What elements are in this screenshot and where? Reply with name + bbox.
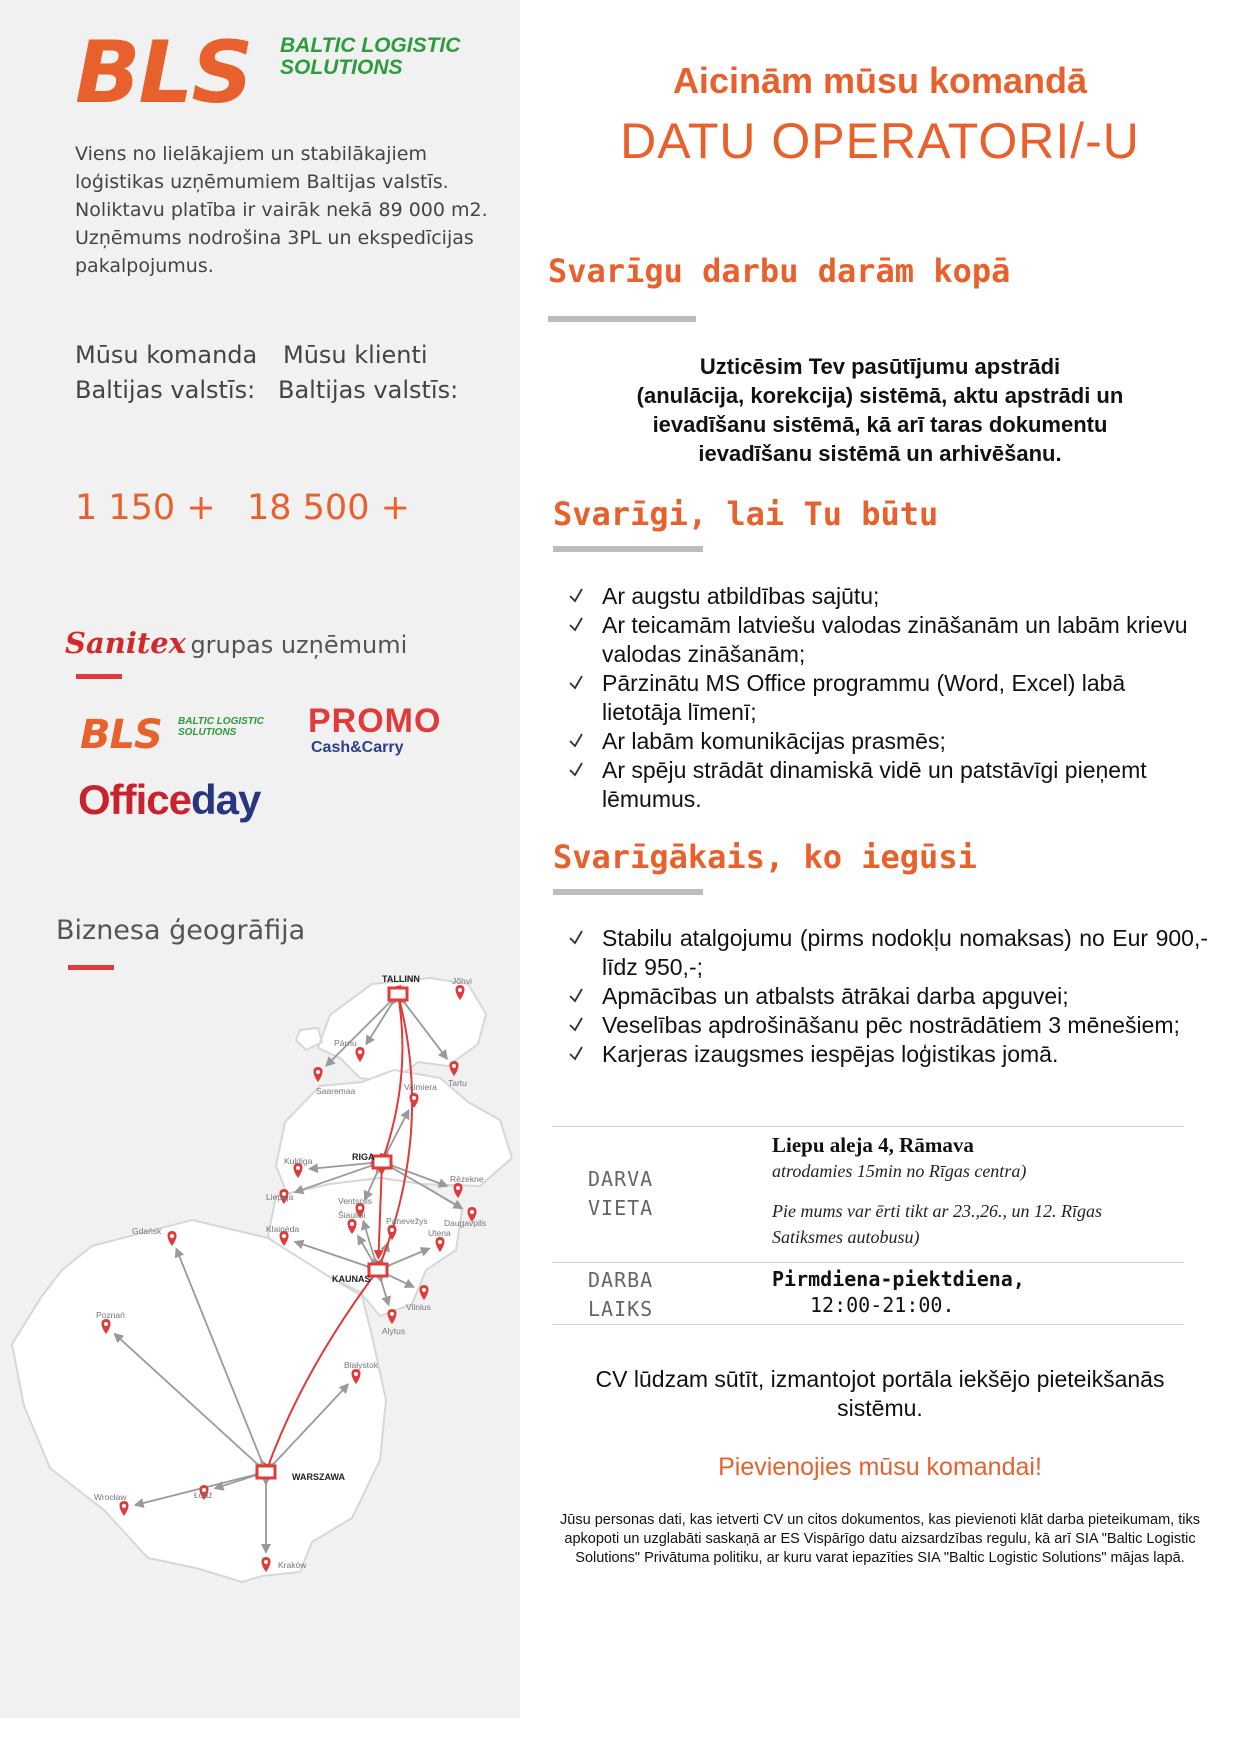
divider: [553, 546, 703, 552]
city-label: Valmiera: [404, 1082, 437, 1092]
benefit-text: Veselības apdrošināšanu pēc nostrādātiem 3 mēnešiem;: [602, 1012, 1180, 1038]
city-label: Łódź: [194, 1490, 213, 1500]
hours-days: Pirmdiena-piektdiena,: [772, 1267, 1025, 1291]
city-label: Tartu: [448, 1078, 467, 1088]
job-title: DATU OPERATORI/-U: [620, 113, 1140, 169]
hours-value: [772, 1267, 1025, 1317]
invite-heading: Aicinām mūsu komandā: [672, 60, 1088, 101]
hours-label-line-1: DARBA: [588, 1268, 654, 1292]
location-pin-dot: [354, 1372, 358, 1376]
workplace-label: [588, 1165, 653, 1223]
location-pin-icon: [420, 1285, 429, 1300]
task-line-4: ievadīšanu sistēmā un arhivēšanu.: [698, 441, 1062, 466]
officeday-logo: [78, 776, 260, 824]
hub-marker: [389, 988, 407, 1000]
location-pin-dot: [350, 1222, 354, 1226]
location-pin-dot: [422, 1288, 426, 1292]
promo-logo-word: PROMO: [308, 702, 442, 740]
city-label: Jõhvi: [452, 976, 472, 986]
officeday-logo-part-1: Office: [78, 776, 192, 823]
team-label-line-1: Mūsu komanda: [75, 341, 258, 369]
workplace-bus-note: Pie mums var ērti tikt ar 23.,26., un 12. Rīgas Satiksmes autobusu): [772, 1201, 1102, 1247]
clients-label-line-2: Baltijas valstīs:: [278, 376, 459, 404]
hours-time: 12:00-21:00.: [810, 1293, 955, 1317]
clients-value: 18 500 +: [247, 488, 410, 528]
right-panel: [520, 0, 1240, 1753]
divider: [76, 674, 122, 679]
geography-title: Biznesa ģeogrāfija: [56, 915, 306, 946]
task-line-3: ievadīšanu sistēmā, kā arī taras dokumentu: [652, 412, 1108, 437]
bls-logo-subtitle-line-2: SOLUTIONS: [280, 56, 403, 79]
city-label: KAUNAS: [332, 1274, 371, 1284]
location-pin-dot: [412, 1096, 416, 1100]
requirement-text: Pārzinātu MS Office programmu (Word, Excel) labā lietotāja līmenī;: [602, 670, 1126, 725]
bls-small-logo: [80, 712, 264, 758]
section-heading-benefits: Svarīgākais, ko iegūsi: [553, 838, 977, 876]
city-label: Pärnu: [334, 1038, 357, 1048]
list-item: [568, 582, 1208, 611]
city-label: Utena: [428, 1228, 451, 1238]
city-label: Liepaja: [266, 1192, 294, 1202]
benefits-list: [568, 924, 1208, 1069]
company-intro: Viens no lielākajiem un stabilākajiem loģistikas uzņēmumiem Baltijas valstīs. Noliktavu platība ir vairāk nekā 89 000 m2. Uzņēmums nodrošina 3PL un ekspedīcijas pakalpojumus.: [75, 143, 488, 277]
promo-logo-tagline: Cash&Carry: [311, 739, 404, 756]
location-pin-icon: [388, 1309, 397, 1324]
hub-marker: [257, 1466, 275, 1478]
city-label: Alytus: [382, 1326, 406, 1336]
location-pin-dot: [282, 1234, 286, 1238]
requirement-text: Ar labām komunikācijas prasmēs;: [602, 728, 946, 754]
hub-marker: [373, 1156, 391, 1168]
gdpr-notice: Jūsu personas dati, kas ietverti CV un citos dokumentos, kas pievienoti klāt darba pieteikumam, tiks apkopoti un uzglabāti saskaņā ar ES Vispārīgo datu aizsardzības regulu, kā arī SIA "Baltic Logistic Solutions" Privātuma politiku, ar kuru varat iepazīties SIA "Baltic Logistic Solutions" mājas lapā.: [560, 1512, 1200, 1566]
location-pin-icon: [454, 1183, 463, 1198]
city-label: Klaipėda: [266, 1224, 300, 1234]
bls-small-letters: BLS: [80, 712, 162, 758]
join-team-call: Pievienojies mūsu komandai!: [718, 1453, 1042, 1481]
bls-small-subtitle-line-2: SOLUTIONS: [178, 727, 237, 738]
city-label: Vilnius: [406, 1302, 431, 1312]
location-pin-dot: [452, 1064, 456, 1068]
table-row: [552, 1263, 1184, 1325]
location-pin-dot: [170, 1234, 174, 1238]
list-item: [568, 1040, 1208, 1069]
location-pin-dot: [296, 1166, 300, 1170]
benefit-text: Apmācības un atbalsts ātrākai darba apguvei;: [602, 983, 1069, 1009]
city-label: TALLINN: [382, 974, 420, 984]
bls-logo-subtitle: [280, 35, 460, 79]
city-label: Daugavpils: [444, 1218, 487, 1228]
task-description: [550, 352, 1210, 468]
city-label: Ventspils: [338, 1196, 373, 1206]
workplace-label-line-2: VIETA: [588, 1196, 654, 1220]
city-label: Wrocław: [94, 1492, 127, 1502]
promo-logo: [308, 703, 441, 757]
location-pin-dot: [264, 1560, 268, 1564]
geography-map: [0, 970, 520, 1670]
location-pin-dot: [470, 1210, 474, 1214]
country-shapes: [12, 978, 512, 1582]
team-label: [75, 338, 257, 408]
city-label: WARSZAWA: [292, 1472, 345, 1482]
list-item: [568, 611, 1208, 669]
team-label-line-2: Baltijas valstīs:: [75, 376, 256, 404]
location-pin-dot: [358, 1050, 362, 1054]
city-label: RIGA: [352, 1152, 375, 1162]
list-item: [568, 982, 1208, 1011]
location-pin-dot: [390, 1312, 394, 1316]
city-label: Gdańsk: [132, 1226, 162, 1236]
group-companies-text: grupas uzņēmumi: [190, 631, 408, 659]
bls-small-subtitle: [178, 716, 264, 738]
bls-logo-subtitle-line-1: BALTIC LOGISTIC: [280, 34, 461, 57]
hours-label: [588, 1266, 653, 1324]
sanitex-logo: Sanitex: [65, 626, 186, 660]
city-label: Kuldiga: [284, 1156, 313, 1166]
divider: [553, 889, 703, 895]
table-row: [552, 1127, 1184, 1263]
requirements-list: [568, 582, 1208, 814]
team-value: 1 150 +: [75, 488, 216, 528]
task-line-2: (anulācija, korekcija) sistēmā, aktu apstrādi un: [636, 383, 1124, 408]
city-label: Rēzekne: [450, 1174, 484, 1184]
requirement-text: Ar augstu atbildības sajūtu;: [602, 583, 880, 609]
city-label: Kraków: [278, 1560, 307, 1570]
requirement-text: Ar teicamām latviešu valodas zināšanām un labām krievu valodas zināšanām;: [602, 612, 1188, 667]
location-pin-dot: [104, 1322, 108, 1326]
divider: [548, 316, 696, 322]
left-panel: [0, 0, 520, 1718]
benefit-text: Karjeras izaugsmes iespējas loģistikas jomā.: [602, 1041, 1059, 1067]
location-pin-icon: [450, 1061, 459, 1076]
section-heading-requirements: Svarīgi, lai Tu būtu: [553, 495, 939, 533]
hub-marker: [369, 1264, 387, 1276]
list-item: [568, 1011, 1208, 1040]
city-label: Šiauliai: [338, 1210, 366, 1220]
bls-small-subtitle-line-1: BALTIC LOGISTIC: [178, 716, 264, 727]
location-pin-dot: [438, 1240, 442, 1244]
city-label: Saaremaa: [316, 1086, 356, 1096]
list-item: [568, 756, 1208, 814]
job-details-table: [552, 1126, 1184, 1325]
list-item: [568, 669, 1208, 727]
location-pin-dot: [390, 1228, 394, 1232]
city-label: Białystok: [344, 1360, 379, 1370]
officeday-logo-part-2: day: [191, 776, 261, 823]
benefit-text: Stabilu atalgojumu (pirms nodokļu nomaksas) no Eur 900,- līdz 950,-;: [602, 925, 1208, 980]
workplace-address-note: atrodamies 15min no Rīgas centra): [772, 1161, 1027, 1181]
clients-label: [278, 338, 459, 408]
bls-logo-letters: BLS: [75, 23, 252, 123]
location-pin-dot: [458, 988, 462, 992]
location-pin-dot: [456, 1186, 460, 1190]
location-pin-icon: [314, 1067, 323, 1082]
workplace-label-line-1: DARVA: [588, 1167, 654, 1191]
sanitex-group: [65, 626, 407, 660]
hours-label-line-2: LAIKS: [588, 1297, 654, 1321]
city-label: Panevežys: [386, 1216, 428, 1226]
city-label: Poznań: [96, 1310, 125, 1320]
requirement-text: Ar spēju strādāt dinamiskā vidē un patstāvīgi pieņemt lēmumus.: [602, 757, 1147, 812]
clients-label-line-1: Mūsu klienti: [283, 341, 428, 369]
bls-logo: [75, 23, 461, 123]
workplace-value: [772, 1133, 1172, 1250]
section-heading-tasks: Svarīgu darbu darām kopā: [548, 252, 1011, 290]
task-line-1: Uzticēsim Tev pasūtījumu apstrādi: [699, 354, 1061, 379]
list-item: [568, 727, 1208, 756]
location-pin-dot: [316, 1070, 320, 1074]
list-item: [568, 924, 1208, 982]
cv-instructions: CV lūdzam sūtīt, izmantojot portāla iekšējo pieteikšanās sistēmu.: [595, 1366, 1165, 1421]
location-pin-dot: [122, 1504, 126, 1508]
workplace-address: Liepu aleja 4, Rāmava: [772, 1133, 974, 1157]
